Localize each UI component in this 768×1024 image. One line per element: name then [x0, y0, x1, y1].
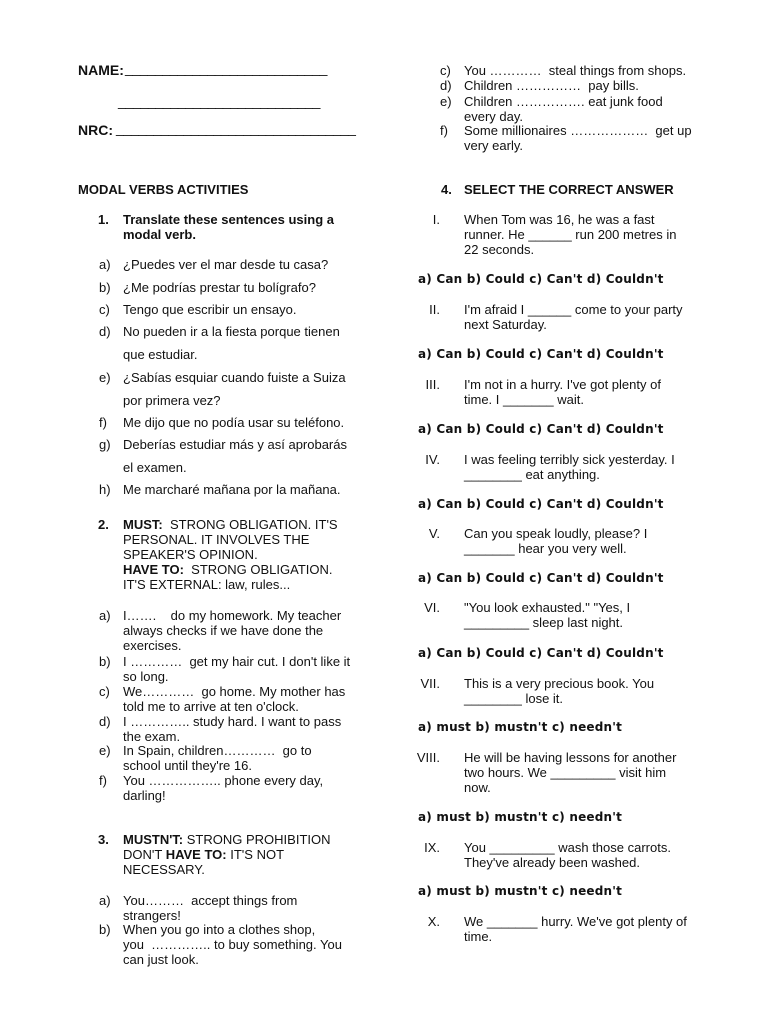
exercise-2-heading [123, 517, 338, 592]
question-text: This is a very precious book. You [464, 676, 655, 691]
question-number: I. [432, 212, 440, 227]
question-number: VI. [424, 600, 440, 615]
dont-have-to-definition: IT'S NOT [230, 847, 285, 862]
question-text: runner. He ______ run 200 metres in [464, 227, 677, 242]
must-definition-line: PERSONAL. IT INVOLVES THE [123, 532, 310, 547]
exercise-4-number: 4. [441, 182, 452, 197]
dont-have-to-definition-line: NECESSARY. [123, 862, 205, 877]
answer-options: a) must b) mustn't c) needn't [418, 884, 623, 898]
have-to-definition-line: IT'S EXTERNAL: law, rules... [123, 577, 291, 592]
mustnt-label: MUSTN'T: [123, 832, 184, 847]
item-text: Me dijo que no podía usar su teléfono. [123, 415, 345, 430]
answer-options: a) must b) mustn't c) needn't [418, 720, 623, 734]
item-letter: f) [99, 415, 107, 430]
exercise-1-heading-line: modal verb. [123, 227, 196, 242]
item-letter: h) [99, 482, 111, 497]
item-letter: c) [99, 302, 110, 317]
question-text: time. I _______ wait. [464, 392, 584, 407]
question-number: VII. [420, 676, 440, 691]
question-text: He will be having lessons for another [464, 750, 677, 765]
item-letter: e) [99, 370, 111, 385]
question-number: IX. [424, 840, 440, 855]
item-text: Tengo que escribir un ensayo. [123, 302, 297, 317]
question-text: 22 seconds. [464, 242, 535, 257]
question-text: _________ sleep last night. [464, 615, 624, 630]
answer-options: a) Can b) Could c) Can't d) Couldn't [418, 347, 664, 361]
item-text: ¿Sabías esquiar cuando fuiste a Suiza [123, 370, 346, 385]
must-label: MUST: [123, 517, 163, 532]
question-number: V. [428, 526, 440, 541]
name-blank-second-line[interactable]: ___________________________ [118, 93, 321, 109]
name-label: NAME: [78, 62, 124, 78]
item-text: We………… go home. My mother has [123, 684, 346, 699]
have-to-label: HAVE TO: [165, 847, 227, 862]
item-letter: f) [440, 123, 448, 138]
question-text: next Saturday. [464, 317, 547, 332]
item-text: school until they're 16. [123, 758, 252, 773]
item-text: Children …………… pay bills. [464, 78, 639, 93]
dont-prefix: DON'T [123, 847, 163, 862]
question-text: They've already been washed. [464, 855, 640, 870]
question-text: two hours. We _________ visit him [464, 765, 667, 780]
item-letter: a) [99, 893, 111, 908]
item-text: strangers! [123, 908, 181, 923]
item-letter: c) [440, 63, 451, 78]
item-text: you ………….. to buy something. You [123, 937, 342, 952]
question-text: I'm not in a hurry. I've got plenty of [464, 377, 661, 392]
item-letter: b) [99, 280, 111, 295]
item-text: exercises. [123, 638, 182, 653]
item-text: the exam. [123, 729, 181, 744]
item-letter: a) [99, 257, 111, 272]
have-to-definition: STRONG OBLIGATION. [191, 562, 333, 577]
exercise-3-number: 3. [98, 832, 109, 847]
item-letter: g) [99, 437, 111, 452]
item-text: que estudiar. [123, 346, 198, 362]
item-letter: f) [99, 773, 107, 788]
question-number: II. [429, 302, 440, 317]
item-letter: d) [440, 78, 452, 93]
name-blank[interactable]: ___________________________ [125, 60, 328, 76]
item-letter: b) [99, 654, 111, 669]
exercise-3-heading [123, 832, 331, 877]
item-text: You …………….. phone every day, [123, 773, 324, 788]
item-text: I ………… get my hair cut. I don't like it [123, 654, 351, 669]
question-text: ________ lose it. [464, 691, 564, 706]
item-text: so long. [123, 669, 169, 684]
question-number: X. [427, 914, 440, 929]
question-text: _______ hear you very well. [464, 541, 627, 556]
question-text: When Tom was 16, he was a fast [464, 212, 655, 227]
answer-options: a) Can b) Could c) Can't d) Couldn't [418, 272, 664, 286]
item-text: I……. do my homework. My teacher [123, 608, 342, 623]
question-text: time. [464, 929, 493, 944]
item-text: very early. [464, 138, 523, 153]
question-number: IV. [425, 452, 440, 467]
item-text: Me marcharé mañana por la mañana. [123, 482, 341, 497]
answer-options: a) Can b) Could c) Can't d) Couldn't [418, 422, 664, 436]
must-definition-line: SPEAKER'S OPINION. [123, 547, 258, 562]
item-text: In Spain, children………… go to [123, 743, 312, 758]
question-number: III. [425, 377, 440, 392]
question-text: I was feeling terribly sick yesterday. I [464, 452, 675, 467]
item-text: por primera vez? [123, 392, 221, 408]
worksheet-title: MODAL VERBS ACTIVITIES [78, 182, 249, 197]
item-text: every day. [464, 109, 524, 124]
item-text: I ………….. study hard. I want to pass [123, 714, 342, 729]
question-text: I'm afraid I ______ come to your party [464, 302, 683, 317]
item-text: always checks if we have done the [123, 623, 324, 638]
item-letter: a) [99, 608, 111, 623]
question-text: "You look exhausted." "Yes, I [464, 600, 631, 615]
item-text: darling! [123, 788, 166, 803]
exercise-1-heading [123, 212, 334, 242]
item-text: ¿Me podrías prestar tu bolígrafo? [123, 280, 316, 295]
item-text: el examen. [123, 459, 187, 475]
exercise-1-number: 1. [98, 212, 109, 227]
item-text: You……… accept things from [123, 893, 298, 908]
question-text: You _________ wash those carrots. [464, 840, 671, 855]
answer-options: a) Can b) Could c) Can't d) Couldn't [418, 646, 664, 660]
item-text: Children ……………. eat junk food [464, 94, 663, 109]
item-text: ¿Puedes ver el mar desde tu casa? [123, 257, 329, 272]
item-text: You ………… steal things from shops. [464, 63, 687, 78]
answer-options: a) Can b) Could c) Can't d) Couldn't [418, 571, 664, 585]
question-text: We _______ hurry. We've got plenty of [464, 914, 687, 929]
item-text: Deberías estudiar más y así aprobarás [123, 437, 347, 452]
item-text: No pueden ir a la fiesta porque tienen [123, 324, 340, 339]
exercise-4-heading: SELECT THE CORRECT ANSWER [464, 182, 674, 197]
nrc-blank[interactable]: ________________________________ [116, 120, 356, 136]
have-to-label: HAVE TO: [123, 562, 184, 577]
mustnt-definition: STRONG PROHIBITION [186, 832, 331, 847]
item-text: can just look. [123, 952, 199, 967]
item-text: When you go into a clothes shop, [123, 922, 316, 937]
item-letter: e) [99, 743, 111, 758]
item-text: Some millionaires ……………… get up [464, 123, 692, 138]
item-letter: b) [99, 922, 111, 937]
nrc-label: NRC: [78, 122, 113, 138]
answer-options: a) must b) mustn't c) needn't [418, 810, 623, 824]
item-letter: c) [99, 684, 110, 699]
question-text: Can you speak loudly, please? I [464, 526, 648, 541]
exercise-1-heading-line: Translate these sentences using a [123, 212, 334, 227]
item-letter: d) [99, 714, 111, 729]
exercise-2-number: 2. [98, 517, 109, 532]
item-text: told me to arrive at ten o'clock. [123, 699, 299, 714]
item-letter: d) [99, 324, 111, 339]
question-text: now. [464, 780, 491, 795]
must-definition: STRONG OBLIGATION. IT'S [169, 517, 338, 532]
answer-options: a) Can b) Could c) Can't d) Couldn't [418, 497, 664, 511]
question-text: ________ eat anything. [464, 467, 600, 482]
item-letter: e) [440, 94, 452, 109]
question-number: VIII. [416, 750, 440, 765]
